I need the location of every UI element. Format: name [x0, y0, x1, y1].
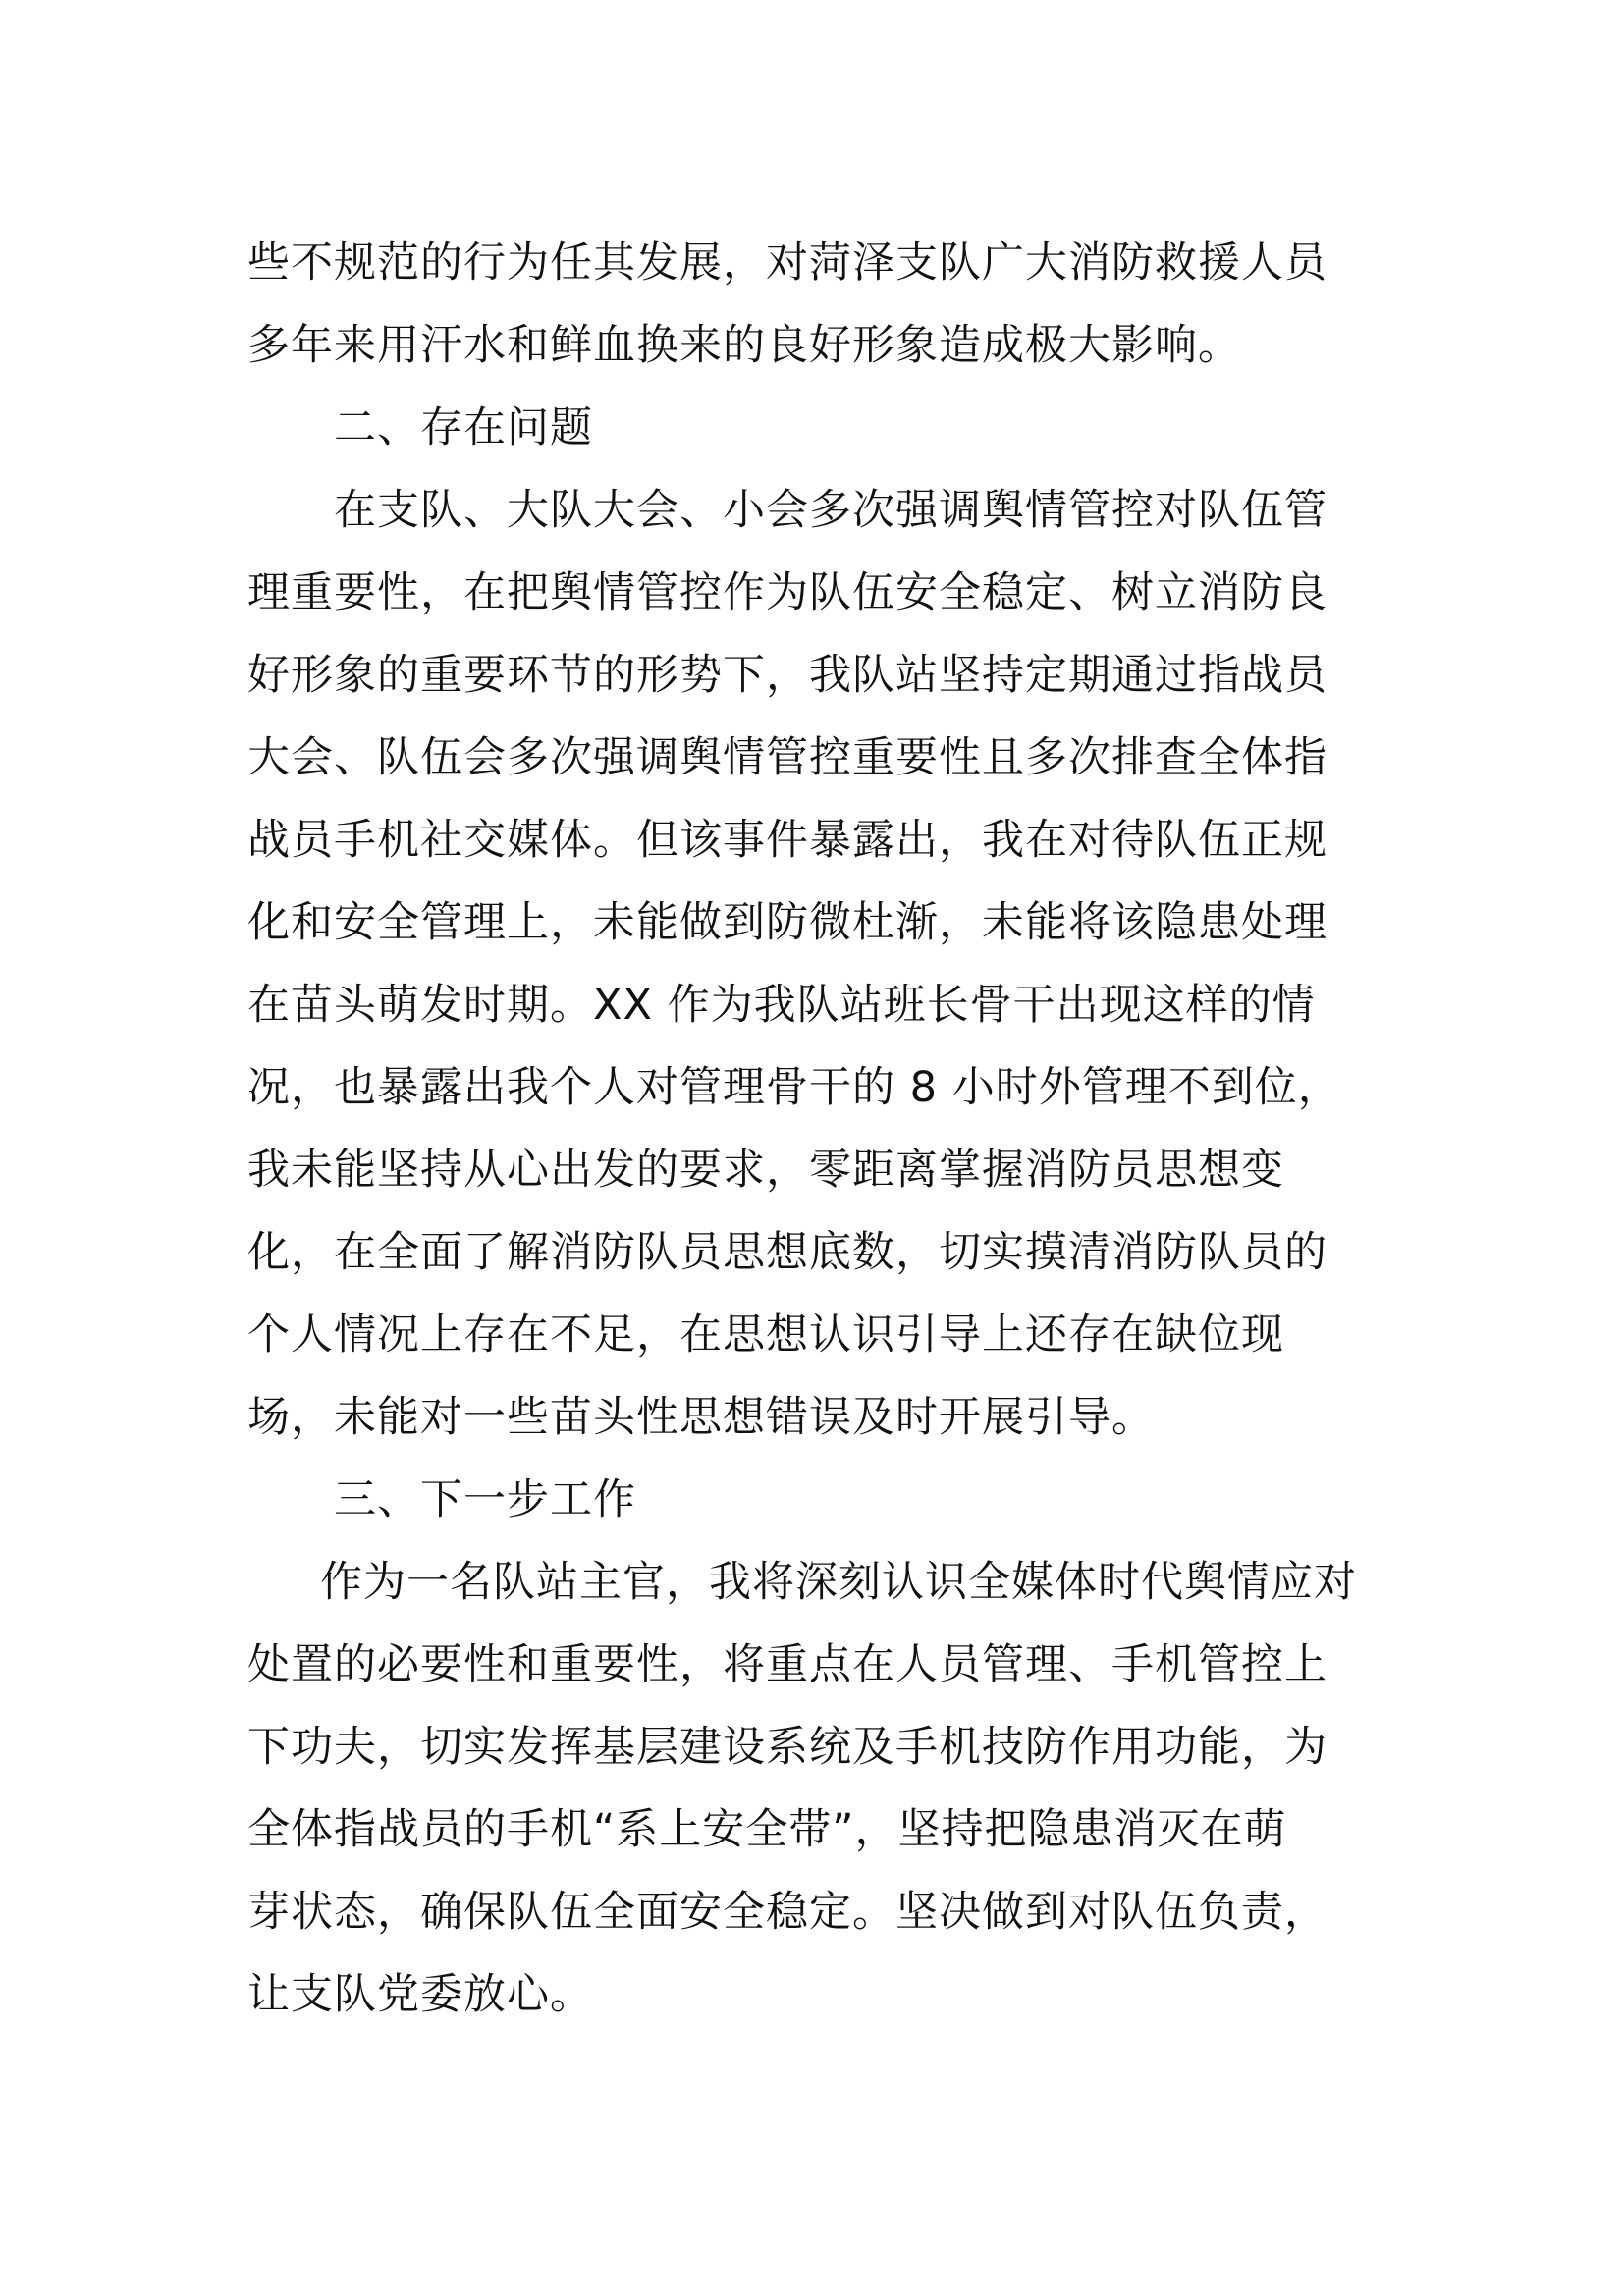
text-line-12: 我未能坚持从心出发的要求，零距离掌握消防员思想变: [247, 1146, 1284, 1195]
text-line-7: 大会、队伍会多次强调舆情管控重要性且多次排查全体指: [247, 733, 1327, 782]
text-line-6: 好形象的重要环节的形势下，我队站坚持定期通过指战员: [247, 651, 1327, 700]
text-line-13: 化，在全面了解消防队员思想底数，切实摸清消防队员的: [247, 1228, 1327, 1277]
text-line-22: 让支队党委放心。: [247, 1970, 593, 2019]
section-heading-next-steps: 三、下一步工作: [334, 1475, 636, 1524]
text-line-10: 在苗头萌发时期。XX 作为我队站班长骨干出现这样的情: [247, 981, 1316, 1030]
text-line-5: 理重要性，在把舆情管控作为队伍安全稳定、树立消防良: [247, 568, 1327, 617]
text-line-21: 芽状态，确保队伍全面安全稳定。坚决做到对队伍负责，: [247, 1888, 1327, 1937]
text-line-15: 场，未能对一些苗头性思想错误及时开展引导。: [247, 1393, 1155, 1442]
text-line-4: 在支队、大队大会、小会多次强调舆情管控对队伍管: [334, 486, 1327, 535]
text-line-11: 况，也暴露出我个人对管理骨干的 8 小时外管理不到位，: [247, 1063, 1341, 1112]
text-line-20: 全体指战员的手机“系上安全带”，坚持把隐患消灭在萌: [247, 1805, 1287, 1854]
text-line-2: 多年来用汗水和鲜血换来的良好形象造成极大影响。: [247, 321, 1241, 370]
text-line-9: 化和安全管理上，未能做到防微杜渐，未能将该隐患处理: [247, 898, 1327, 947]
text-line-17: 作为一名队站主官，我将深刻认识全媒体时代舆情应对: [320, 1558, 1357, 1607]
text-line-19: 下功夫，切实发挥基层建设系统及手机技防作用功能，为: [247, 1723, 1327, 1772]
text-line-1: 些不规范的行为任其发展，对菏泽支队广大消防救援人员: [247, 239, 1327, 288]
text-line-8: 战员手机社交媒体。但该事件暴露出，我在对待队伍正规: [247, 816, 1327, 865]
text-line-14: 个人情况上存在不足，在思想认识引导上还存在缺位现: [247, 1310, 1284, 1360]
text-line-18: 处置的必要性和重要性，将重点在人员管理、手机管控上: [247, 1640, 1327, 1689]
section-heading-issues: 二、存在问题: [334, 403, 593, 453]
